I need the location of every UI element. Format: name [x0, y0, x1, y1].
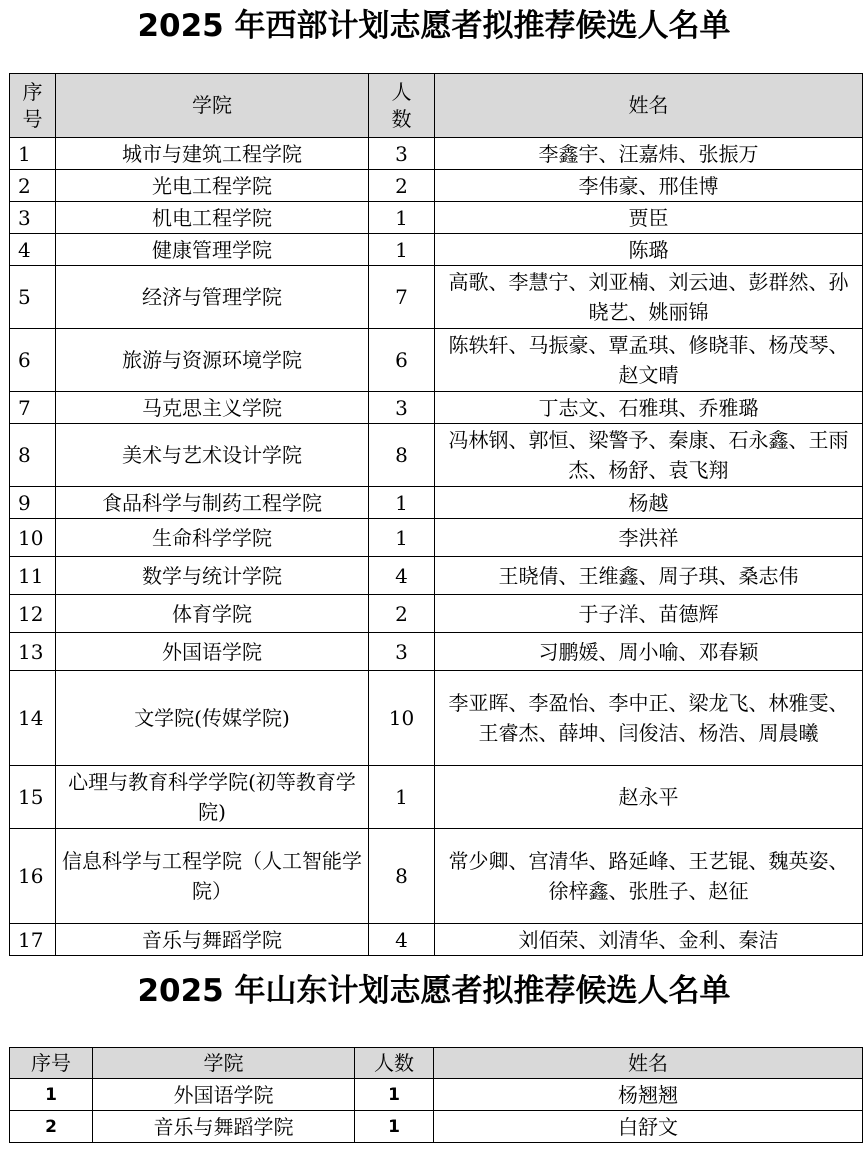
- table-row: [10, 170, 863, 202]
- cell-no: 7: [10, 392, 56, 424]
- cell-college: 光电工程学院: [56, 170, 369, 202]
- cell-names: 常少卿、宫清华、路延峰、王艺锟、魏英姿、徐梓鑫、张胜子、赵征: [435, 829, 863, 924]
- cell-college: 外国语学院: [56, 633, 369, 671]
- cell-names: 陈轶轩、马振豪、覃孟琪、修晓菲、杨茂琴、赵文晴: [435, 329, 863, 392]
- cell-college: 经济与管理学院: [56, 266, 369, 329]
- cell-no: 11: [10, 557, 56, 595]
- cell-count: 1: [355, 1111, 434, 1143]
- cell-no: 17: [10, 924, 56, 956]
- cell-no: 1: [10, 138, 56, 170]
- shandong-plan-table: [9, 1047, 863, 1143]
- table-row: [10, 766, 863, 829]
- cell-no: 2: [10, 1111, 93, 1143]
- cell-names: 于子洋、苗德辉: [435, 595, 863, 633]
- table-row: [10, 329, 863, 392]
- table-header-row: [10, 1048, 863, 1079]
- cell-count: 1: [369, 487, 435, 519]
- table-row: [10, 924, 863, 956]
- header-names: 姓名: [434, 1048, 863, 1079]
- cell-college: 文学院(传媒学院): [56, 671, 369, 766]
- cell-no: 1: [10, 1079, 93, 1111]
- cell-count: 2: [369, 595, 435, 633]
- cell-count: 8: [369, 829, 435, 924]
- cell-college: 健康管理学院: [56, 234, 369, 266]
- cell-college: 机电工程学院: [56, 202, 369, 234]
- cell-college: 外国语学院: [93, 1079, 355, 1111]
- cell-names: 李鑫宇、汪嘉炜、张振万: [435, 138, 863, 170]
- table-row: [10, 138, 863, 170]
- cell-names: 陈璐: [435, 234, 863, 266]
- cell-college: 心理与教育科学学院(初等教育学院): [56, 766, 369, 829]
- cell-no: 12: [10, 595, 56, 633]
- cell-college: 城市与建筑工程学院: [56, 138, 369, 170]
- cell-no: 15: [10, 766, 56, 829]
- header-no: 序号: [10, 1048, 93, 1079]
- cell-count: 1: [369, 202, 435, 234]
- cell-college: 音乐与舞蹈学院: [93, 1111, 355, 1143]
- cell-no: 8: [10, 424, 56, 487]
- cell-names: 杨翘翘: [434, 1079, 863, 1111]
- table-row: [10, 633, 863, 671]
- table-row: [10, 202, 863, 234]
- header-count: 人数: [355, 1048, 434, 1079]
- west-plan-table: [9, 73, 863, 956]
- table-row: [10, 487, 863, 519]
- cell-count: 3: [369, 138, 435, 170]
- cell-count: 1: [369, 766, 435, 829]
- cell-no: 10: [10, 519, 56, 557]
- cell-no: 3: [10, 202, 56, 234]
- header-names: 姓名: [435, 74, 863, 138]
- header-college: 学院: [93, 1048, 355, 1079]
- table-row: [10, 424, 863, 487]
- cell-no: 2: [10, 170, 56, 202]
- cell-names: 刘佰荣、刘清华、金利、秦洁: [435, 924, 863, 956]
- header-no: 序号: [10, 74, 56, 138]
- cell-no: 13: [10, 633, 56, 671]
- cell-names: 李洪祥: [435, 519, 863, 557]
- west-plan-title: 2025 年西部计划志愿者拟推荐候选人名单: [137, 8, 731, 44]
- cell-names: 李亚晖、李盈怡、李中正、梁龙飞、林雅雯、王睿杰、薛坤、闫俊洁、杨浩、周晨曦: [435, 671, 863, 766]
- table-row: [10, 595, 863, 633]
- cell-no: 5: [10, 266, 56, 329]
- table-row: [10, 266, 863, 329]
- cell-count: 2: [369, 170, 435, 202]
- cell-college: 马克思主义学院: [56, 392, 369, 424]
- cell-count: 8: [369, 424, 435, 487]
- cell-college: 生命科学学院: [56, 519, 369, 557]
- cell-names: 丁志文、石雅琪、乔雅璐: [435, 392, 863, 424]
- cell-count: 4: [369, 557, 435, 595]
- shandong-plan-title: 2025 年山东计划志愿者拟推荐候选人名单: [137, 973, 731, 1009]
- cell-names: 冯林钢、郭恒、梁警予、秦康、石永鑫、王雨杰、杨舒、袁飞翔: [435, 424, 863, 487]
- cell-college: 食品科学与制药工程学院: [56, 487, 369, 519]
- cell-college: 美术与艺术设计学院: [56, 424, 369, 487]
- cell-no: 9: [10, 487, 56, 519]
- table-row: [10, 234, 863, 266]
- cell-count: 10: [369, 671, 435, 766]
- cell-count: 1: [369, 234, 435, 266]
- cell-no: 16: [10, 829, 56, 924]
- cell-count: 1: [369, 519, 435, 557]
- cell-no: 4: [10, 234, 56, 266]
- cell-names: 赵永平: [435, 766, 863, 829]
- cell-count: 4: [369, 924, 435, 956]
- cell-count: 1: [355, 1079, 434, 1111]
- header-count: 人数: [369, 74, 435, 138]
- cell-no: 6: [10, 329, 56, 392]
- cell-count: 3: [369, 392, 435, 424]
- cell-college: 数学与统计学院: [56, 557, 369, 595]
- cell-count: 7: [369, 266, 435, 329]
- cell-college: 信息科学与工程学院（人工智能学院）: [56, 829, 369, 924]
- table-row: [10, 1111, 863, 1143]
- cell-college: 体育学院: [56, 595, 369, 633]
- cell-names: 贾臣: [435, 202, 863, 234]
- cell-count: 6: [369, 329, 435, 392]
- table-row: [10, 671, 863, 766]
- cell-names: 白舒文: [434, 1111, 863, 1143]
- cell-college: 旅游与资源环境学院: [56, 329, 369, 392]
- table-row: [10, 557, 863, 595]
- cell-count: 3: [369, 633, 435, 671]
- table-row: [10, 829, 863, 924]
- cell-college: 音乐与舞蹈学院: [56, 924, 369, 956]
- table-header-row: [10, 74, 863, 138]
- table-row: [10, 519, 863, 557]
- table-row: [10, 1079, 863, 1111]
- cell-no: 14: [10, 671, 56, 766]
- table-row: [10, 392, 863, 424]
- cell-names: 王晓倩、王维鑫、周子琪、桑志伟: [435, 557, 863, 595]
- cell-names: 习鹏媛、周小喻、邓春颖: [435, 633, 863, 671]
- cell-names: 李伟豪、邢佳博: [435, 170, 863, 202]
- cell-names: 高歌、李慧宁、刘亚楠、刘云迪、彭群然、孙晓艺、姚丽锦: [435, 266, 863, 329]
- header-college: 学院: [56, 74, 369, 138]
- cell-names: 杨越: [435, 487, 863, 519]
